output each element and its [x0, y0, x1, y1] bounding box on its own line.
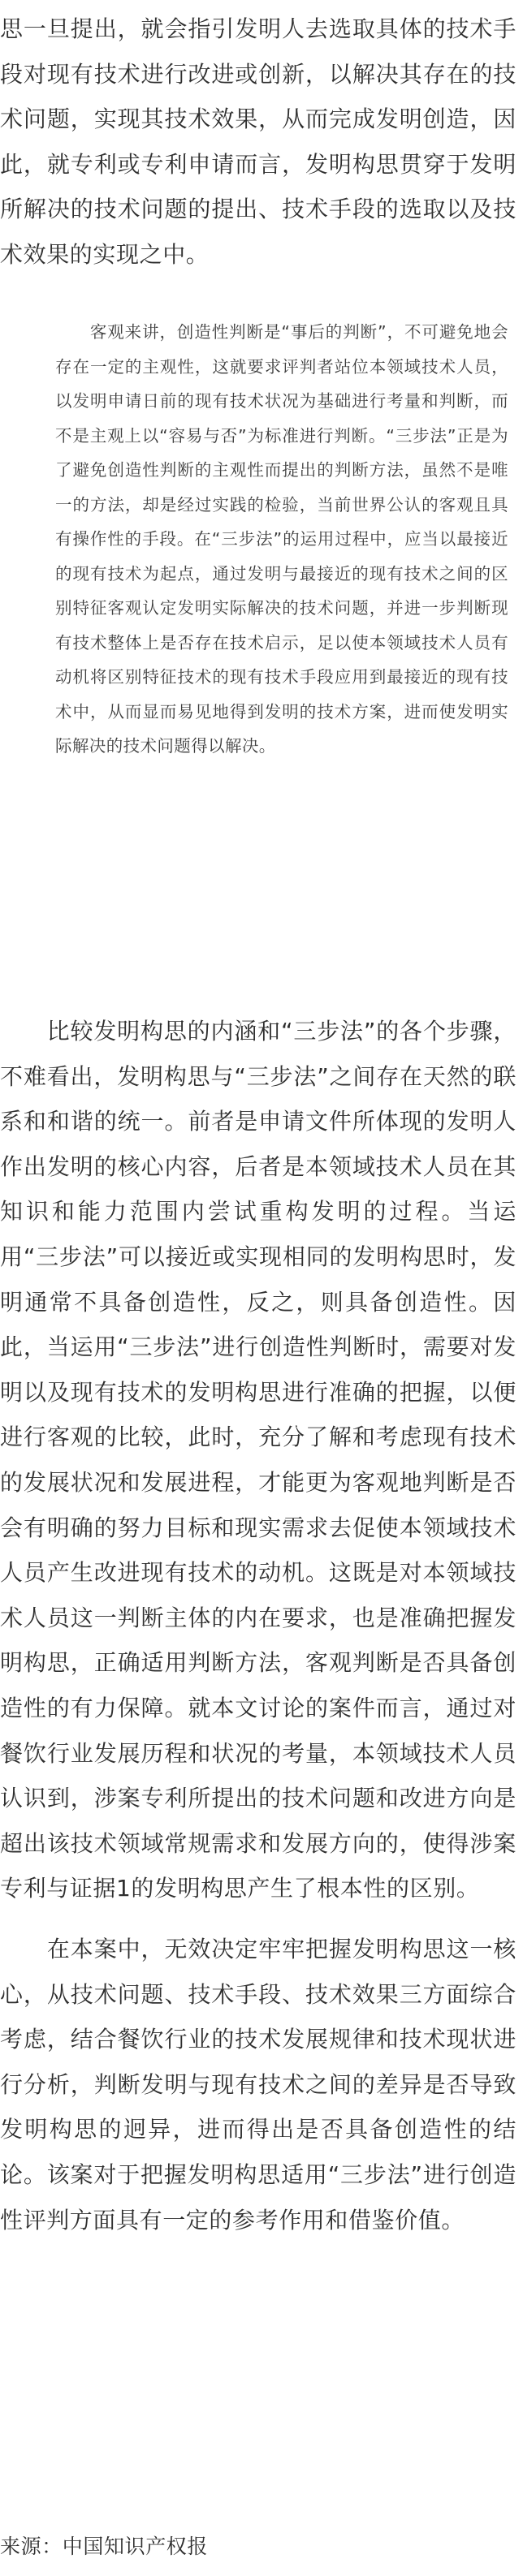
article-quote-block: 客观来讲，创造性判断是“事后的判断”，不可避免地会存在一定的主观性，这就要求评判者站位本领域技术人员，以发明申请日前的现有技术状况为基础进行考量和判断，而不是主观上以“容易与否”为标准进行判断。“三步法”正是为了避免创造性判断的主观性而提出的判断方法，虽然不是唯一的方法，却是经过实践的检验，当前世界公认的客观且具有操作性的手段。在“三步法”的运用过程中，应当以最接近的现有技术为起点，通过发明与最接近的现有技术之间的区别特征客观认定发明实际解决的技术问题，并进一步判断现有技术整体上是否存在技术启示，足以使本领域技术人员有动机将区别特征技术的现有技术手段应用到最接近的现有技术中，从而显而易见地得到发明的技术方案，进而使发明实际解决的技术问题得以解决。: [55, 322, 508, 756]
article-paragraph-conclusion: 在本案中，无效决定牢牢把握发明构思这一核心，从技术问题、技术手段、技术效果三方面综合考虑，结合餐饮行业的技术发展规律和技术现状进行分析，判断发明与现有技术之间的差异是否导致发明构思的迥异，进而得出是否具备创造性的结论。该案对于把握发明构思适用“三步法”进行创造性评判方面具有一定的参考作用和借鉴价值。: [0, 1936, 517, 2234]
article-paragraph-comparison: 比较发明构思的内涵和“三步法”的各个步骤，不难看出，发明构思与“三步法”之间存在天然的联系和和谐的统一。前者是申请文件所体现的发明人作出发明的核心内容，后者是本领域技术人员在其知识和能力范围内尝试重构发明的过程。当运用“三步法”可以接近或实现相同的发明构思时，发明通常不具备创造性，反之，则具备创造性。因此，当运用“三步法”进行创造性判断时，需要对发明以及现有技术的发明构思进行准确的把握，以便进行客观的比较，此时，充分了解和考虑现有技术的发展状况和发展进程，才能更为客观地判断是否会有明确的努力目标和现实需求去促使本领域技术人员产生改进现有技术的动机。这既是对本领域技术人员这一判断主体的内在要求，也是准确把握发明构思，正确适用判断方法，客观判断是否具备创造性的有力保障。就本文讨论的案件而言，通过对餐饮行业发展历程和状况的考量，本领域技术人员认识到，涉案专利所提出的技术问题和改进方向是超出该技术领域常规需求和发展方向的，使得涉案专利与证据1的发明构思产生了根本性的区别。: [0, 1018, 517, 1902]
article-source: 来源：中国知识产权报: [0, 2535, 209, 2558]
article-paragraph-intro: 思一旦提出，就会指引发明人去选取具体的技术手段对现有技术进行改进或创新，以解决其存在的技术问题，实现其技术效果，从而完成发明创造，因此，就专利或专利申请而言，发明构思贯穿于发明所解决的技术问题的提出、技术手段的选取以及技术效果的实现之中。: [0, 15, 517, 268]
